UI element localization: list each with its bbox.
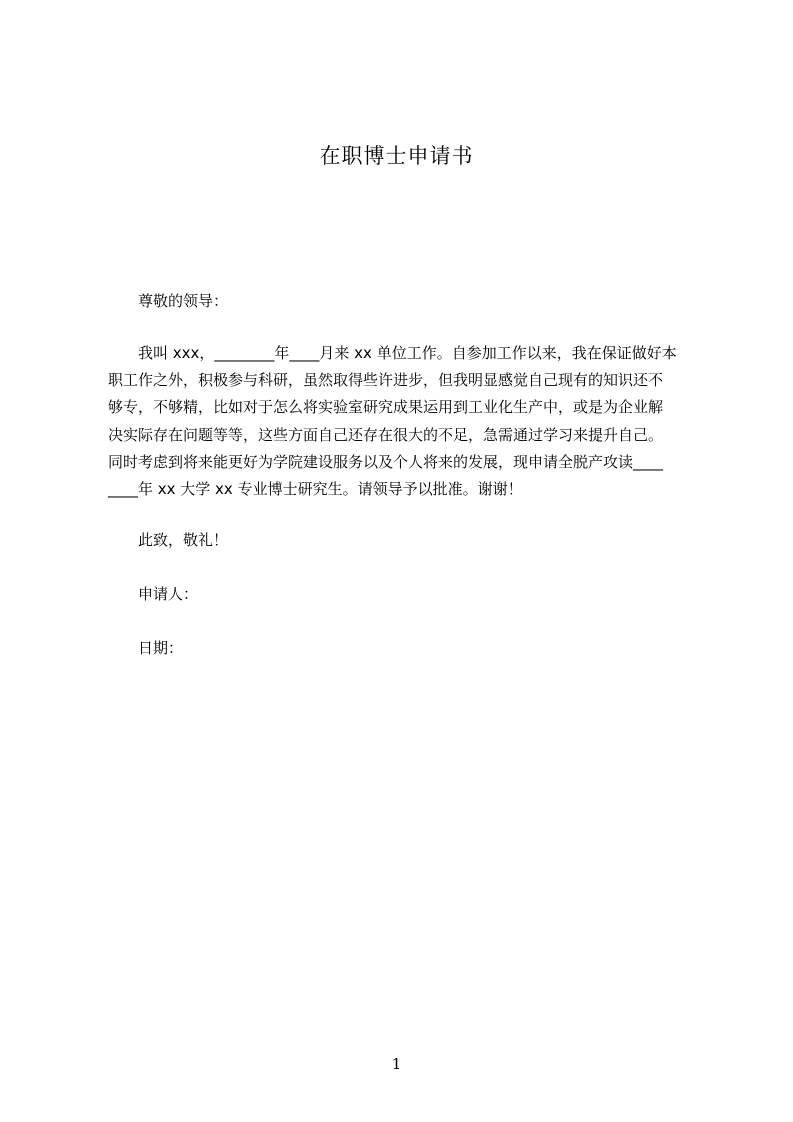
body-line: ____年 xx 大学 xx 专业博士研究生。请领导予以批准。谢谢！ [108,479,523,498]
body-line: 我叫 xxx，________年____月来 xx 单位工作。自参加工作以来，我在保证做好本 [138,344,677,362]
body-line: 够专，不够精，比如对于怎么将实验室研究成果运用到工业化生产中，或是为企业解 [108,398,664,417]
body-line: 职工作之外，积极参与科研，虽然取得些许进步，但我明显感觉自己现有的知识还不 [108,371,664,390]
closing-phrase: 此致，敬礼！ [138,531,229,549]
body-line: 决实际存在问题等等，这些方面自己还存在很大的不足，急需通过学习来提升自己。 [108,425,664,444]
document-title: 在职博士申请书 [319,144,474,168]
body-line: 同时考虑到将来能更好为学院建设服务以及个人将来的发展，现申请全脱产攻读____ [108,452,664,471]
letter-body [108,340,692,503]
salutation: 尊敬的领导： [138,292,229,310]
date-label: 日期： [138,639,184,657]
applicant-label: 申请人： [138,585,199,603]
page-number: 1 [391,1055,402,1073]
